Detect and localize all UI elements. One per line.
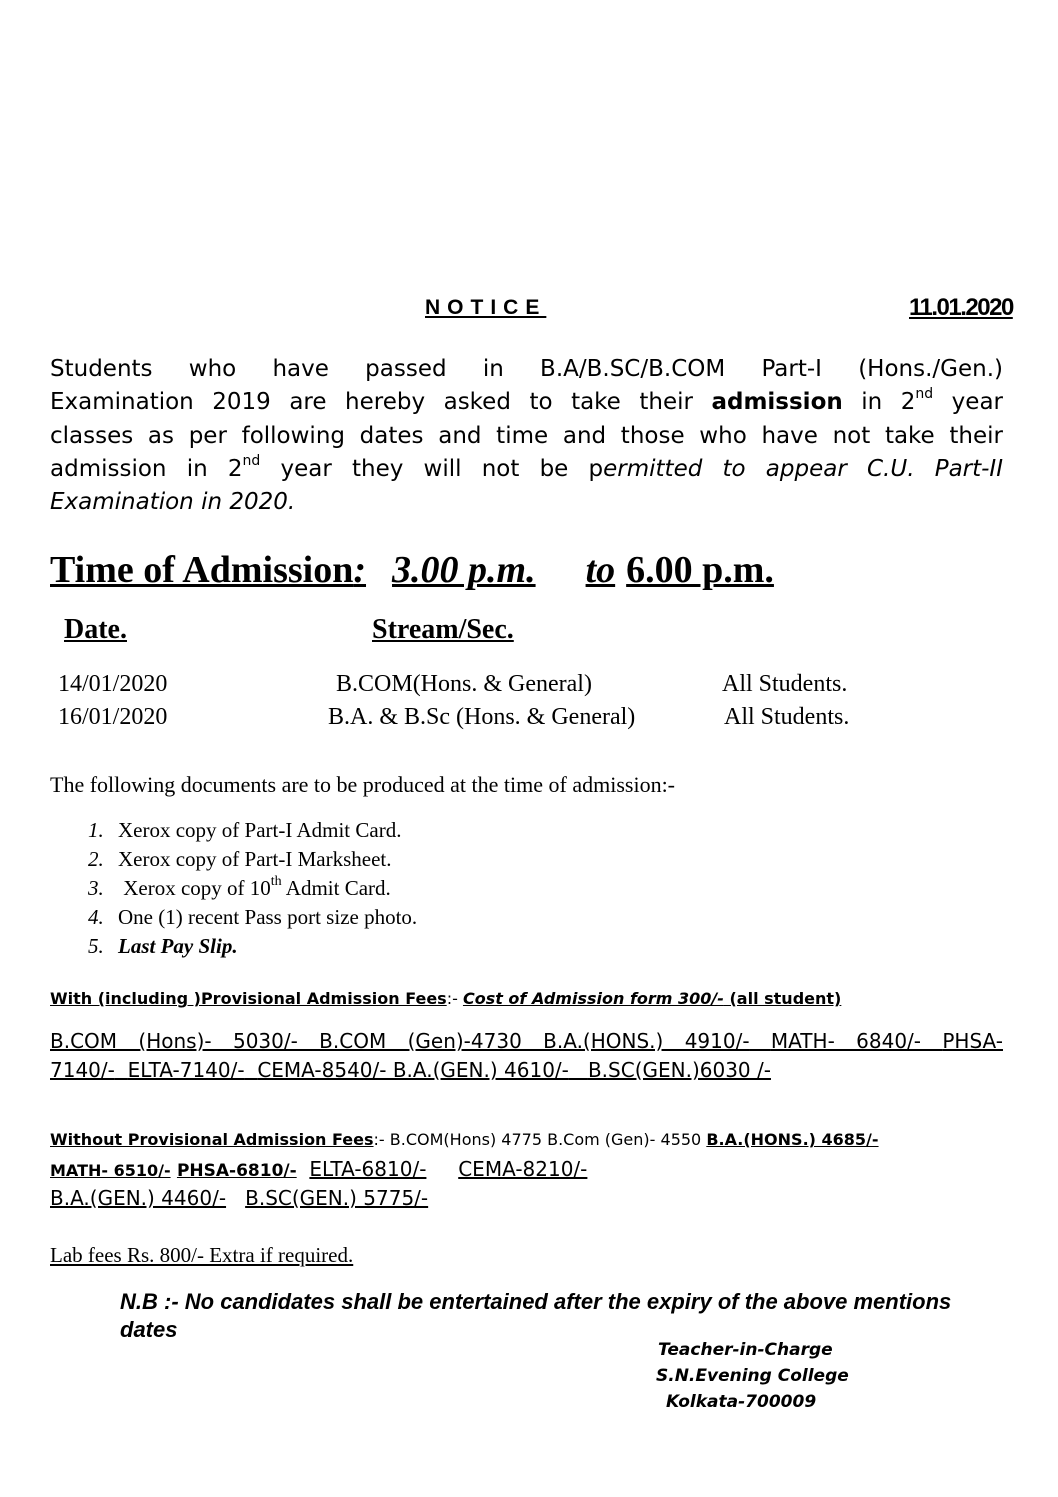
intro-line-5: Examination in 2020. (50, 489, 296, 515)
fees-without-line-2: MATH- 6510/- PHSA-6810/- ELTA-6810/- CEMA-8210/- (50, 1157, 588, 1181)
schedule-row-1-students: All Students. (722, 671, 848, 697)
lab-fees-note: Lab fees Rs. 800/- Extra if required. (50, 1243, 354, 1267)
intro-line-4: admission in 2nd year they will not be permitted to appear C.U. Part-II (50, 453, 1004, 482)
schedule-row-2-stream: B.A. & B.Sc (Hons. & General) (328, 704, 636, 730)
documents-intro: The following documents are to be produced at the time of admission:- (50, 772, 676, 797)
document-item: 2. Xerox copy of Part-I Marksheet. (88, 847, 392, 871)
nb-note: N.B :- No candidates shall be entertained after the expiry of the above mentions dates (120, 1289, 952, 1342)
stream-column-header: Stream/Sec. (372, 614, 514, 645)
fees-with-provisional-heading: With (including )Provisional Admission Fees:- Cost of Admission form 300/- (all student) (50, 989, 842, 1008)
schedule-row-2-students: All Students. (724, 704, 850, 730)
fees-with-line-1: B.COM (Hons)- 5030/- B.COM (Gen)-4730 B.A.(HONS.) 4910/- MATH- 6840/- PHSA- (50, 1029, 1003, 1053)
document-item: 4. One (1) recent Pass port size photo. (88, 905, 418, 929)
notice-title: NOTICE (425, 296, 547, 319)
date-column-header: Date. (64, 614, 127, 645)
signature-title: Teacher-in-Charge (658, 1340, 833, 1360)
signature-city: Kolkata-700009 (666, 1392, 817, 1412)
time-of-admission-heading: Time of Admission: 3.00 p.m. to 6.00 p.m. (50, 549, 774, 591)
schedule-row-2-date: 16/01/2020 (58, 704, 168, 730)
fees-with-line-2: 7140/- ELTA-7140/- CEMA-8540/- B.A.(GEN.) 4610/- B.SC(GEN.)6030 /- (50, 1058, 771, 1082)
fees-without-provisional-heading: Without Provisional Admission Fees:- B.COM(Hons) 4775 B.Com (Gen)- 4550 B.A.(HONS.) 4685/- (50, 1130, 879, 1149)
fees-without-line-3: B.A.(GEN.) 4460/- B.SC(GEN.) 5775/- (50, 1186, 429, 1210)
intro-line-3: classes as per following dates and time and those who have not take their (50, 423, 1003, 449)
document-item: 1. Xerox copy of Part-I Admit Card. (88, 818, 402, 842)
schedule-row-1-stream: B.COM(Hons. & General) (336, 671, 592, 697)
notice-date: 11.01.2020 (909, 294, 1013, 321)
intro-line-1: Students who have passed in B.A/B.SC/B.COM Part-I (Hons./Gen.) (50, 356, 1003, 382)
schedule-row-1-date: 14/01/2020 (58, 671, 168, 697)
document-item: 5. Last Pay Slip. (88, 934, 238, 958)
signature-college: S.N.Evening College (656, 1366, 849, 1386)
document-item: 3. Xerox copy of 10th Admit Card. (88, 874, 391, 900)
intro-line-2: Examination 2019 are hereby asked to take their admission in 2nd year (50, 386, 1003, 415)
